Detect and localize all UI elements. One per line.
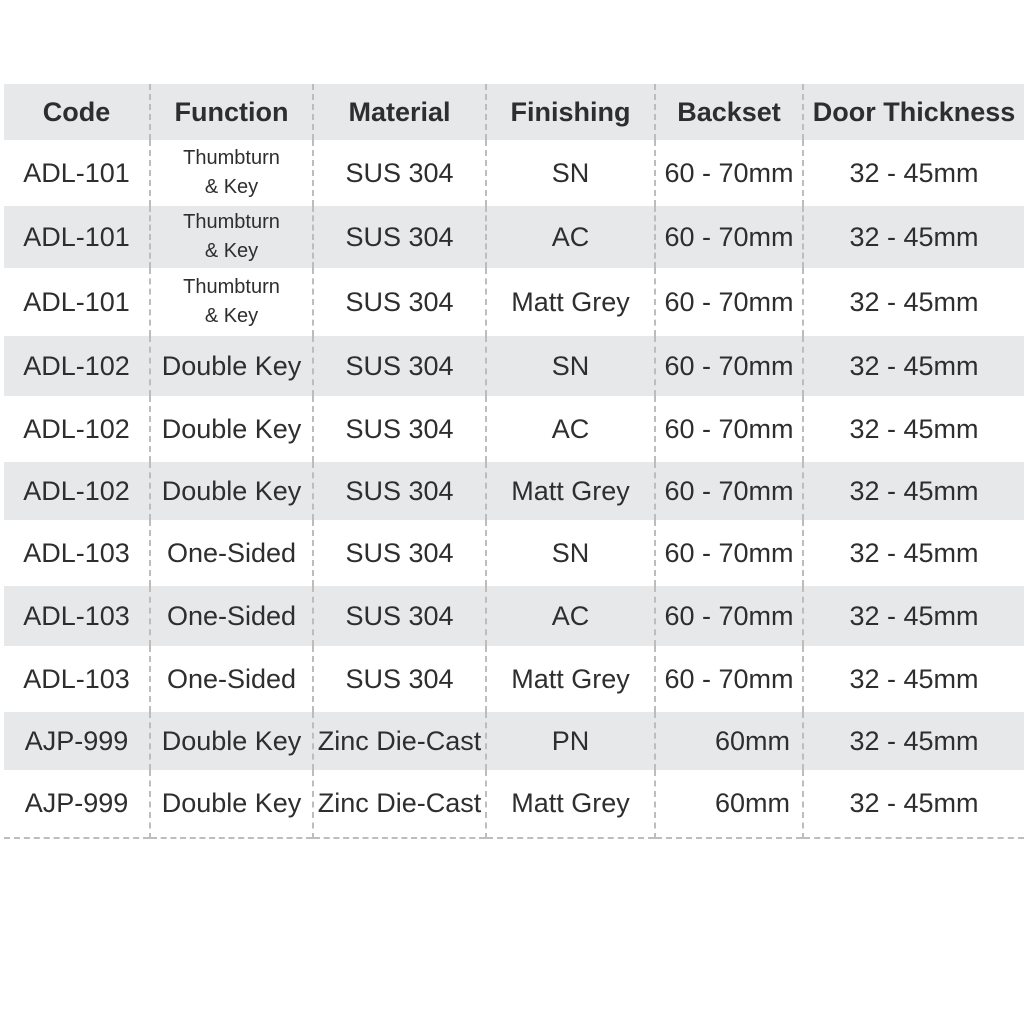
cell-backset: 60 - 70mm bbox=[655, 520, 803, 586]
cell-function: Double Key bbox=[150, 462, 313, 520]
cell-backset: 60 - 70mm bbox=[655, 336, 803, 396]
header-function: Function bbox=[150, 84, 313, 140]
cell-function: Double Key bbox=[150, 396, 313, 462]
cell-code: ADL-102 bbox=[23, 475, 130, 506]
table-row bbox=[4, 646, 1024, 712]
cell-function: One-Sided bbox=[150, 646, 313, 712]
cell-material: Zinc Die-Cast bbox=[313, 712, 486, 770]
cell-finishing: Matt Grey bbox=[486, 268, 655, 336]
cell-door-thickness: 32 - 45mm bbox=[803, 140, 1024, 206]
cell-code: ADL-101 bbox=[23, 157, 130, 188]
cell-function: Double Key bbox=[150, 712, 313, 770]
cell-function bbox=[150, 140, 313, 206]
cell-door-thickness: 32 - 45mm bbox=[803, 336, 1024, 396]
cell-backset: 60 - 70mm bbox=[655, 268, 803, 336]
cell-code: ADL-102 bbox=[23, 350, 130, 381]
cell-material: SUS 304 bbox=[313, 462, 486, 520]
cell-code: ADL-102 bbox=[23, 413, 130, 444]
header-finishing: Finishing bbox=[486, 84, 655, 140]
cell-backset: 60 - 70mm bbox=[655, 140, 803, 206]
table-row bbox=[4, 462, 1024, 520]
cell-backset: 60 - 70mm bbox=[655, 462, 803, 520]
table-header-row bbox=[4, 84, 1024, 140]
cell-code: ADL-101 bbox=[23, 221, 130, 252]
table-row bbox=[4, 770, 1024, 838]
cell-backset: 60mm bbox=[655, 770, 803, 838]
cell-door-thickness: 32 - 45mm bbox=[803, 206, 1024, 268]
header-door-thickness: Door Thickness bbox=[803, 84, 1024, 140]
table-row bbox=[4, 336, 1024, 396]
cell-code: ADL-103 bbox=[23, 663, 130, 694]
cell-function bbox=[150, 206, 313, 268]
cell-material: SUS 304 bbox=[313, 268, 486, 336]
cell-code: ADL-103 bbox=[23, 537, 130, 568]
function-line: Thumbturn bbox=[183, 276, 280, 298]
cell-finishing: AC bbox=[486, 396, 655, 462]
table-row bbox=[4, 712, 1024, 770]
cell-backset: 60 - 70mm bbox=[655, 586, 803, 646]
function-line: & Key bbox=[204, 305, 259, 327]
cell-material: SUS 304 bbox=[313, 206, 486, 268]
header-material: Material bbox=[313, 84, 486, 140]
cell-door-thickness: 32 - 45mm bbox=[803, 586, 1024, 646]
table-row bbox=[4, 140, 1024, 206]
cell-finishing: SN bbox=[486, 336, 655, 396]
cell-code: ADL-103 bbox=[23, 600, 130, 631]
cell-finishing: SN bbox=[486, 140, 655, 206]
cell-finishing: SN bbox=[486, 520, 655, 586]
function-line: & Key bbox=[204, 176, 259, 198]
product-spec-table bbox=[4, 84, 1024, 839]
cell-door-thickness: 32 - 45mm bbox=[803, 712, 1024, 770]
cell-finishing: AC bbox=[486, 586, 655, 646]
cell-door-thickness: 32 - 45mm bbox=[803, 396, 1024, 462]
cell-backset: 60 - 70mm bbox=[655, 646, 803, 712]
cell-backset: 60 - 70mm bbox=[655, 396, 803, 462]
cell-door-thickness: 32 - 45mm bbox=[803, 770, 1024, 838]
table-row bbox=[4, 520, 1024, 586]
cell-function: One-Sided bbox=[150, 586, 313, 646]
cell-door-thickness: 32 - 45mm bbox=[803, 646, 1024, 712]
cell-code: ADL-101 bbox=[23, 286, 130, 317]
cell-door-thickness: 32 - 45mm bbox=[803, 268, 1024, 336]
cell-code: AJP-999 bbox=[24, 788, 129, 818]
cell-backset: 60mm bbox=[655, 712, 803, 770]
function-line: & Key bbox=[204, 240, 259, 262]
cell-finishing: Matt Grey bbox=[486, 646, 655, 712]
cell-finishing: Matt Grey bbox=[486, 462, 655, 520]
cell-function bbox=[150, 268, 313, 336]
cell-function: One-Sided bbox=[150, 520, 313, 586]
cell-material: SUS 304 bbox=[313, 140, 486, 206]
cell-door-thickness: 32 - 45mm bbox=[803, 462, 1024, 520]
cell-function: Double Key bbox=[150, 770, 313, 838]
cell-finishing: Matt Grey bbox=[486, 770, 655, 838]
table-row bbox=[4, 206, 1024, 268]
table-row bbox=[4, 268, 1024, 336]
table-row bbox=[4, 586, 1024, 646]
cell-material: SUS 304 bbox=[313, 396, 486, 462]
cell-code: AJP-999 bbox=[24, 725, 129, 756]
cell-finishing: AC bbox=[486, 206, 655, 268]
header-code: Code bbox=[42, 96, 111, 127]
cell-material: SUS 304 bbox=[313, 586, 486, 646]
cell-material: SUS 304 bbox=[313, 336, 486, 396]
cell-finishing: PN bbox=[486, 712, 655, 770]
cell-material: SUS 304 bbox=[313, 646, 486, 712]
header-backset: Backset bbox=[655, 84, 803, 140]
function-line: Thumbturn bbox=[183, 147, 280, 169]
table-row bbox=[4, 396, 1024, 462]
cell-material: SUS 304 bbox=[313, 520, 486, 586]
function-line: Thumbturn bbox=[183, 211, 280, 233]
cell-material: Zinc Die-Cast bbox=[313, 770, 486, 838]
cell-door-thickness: 32 - 45mm bbox=[803, 520, 1024, 586]
cell-backset: 60 - 70mm bbox=[655, 206, 803, 268]
cell-function: Double Key bbox=[150, 336, 313, 396]
